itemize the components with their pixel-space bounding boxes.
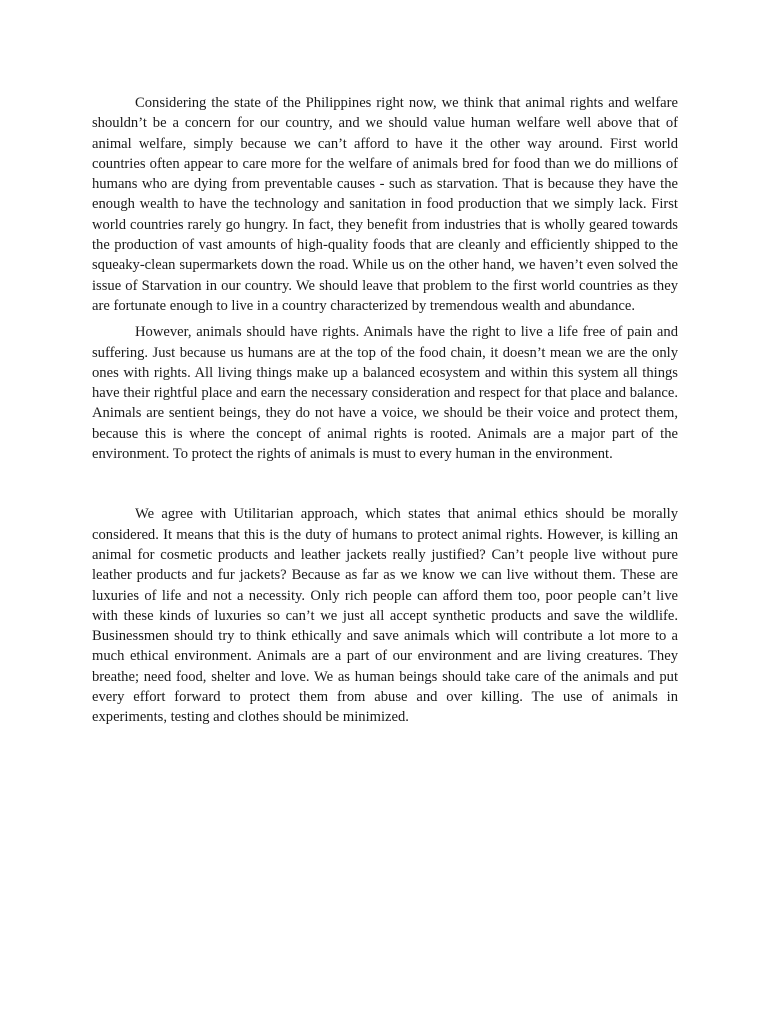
document-body xyxy=(92,93,678,728)
paragraph-animal-rights: However, animals should have rights. Animals have the right to live a life free of pain and suffering. Just because us humans are at the top of the food chain, it doesn’t mean we are the only ones with rights. All living things make up a balanced ecosystem and within this system all things have their rightful place and earn the necessary consideration and respect for that place and balance. Animals are sentient beings, they do not have a voice, we should be their voice and protect them, because this is where the concept of animal rights is rooted. Animals are a major part of the environment. To protect the rights of animals is must to every human in the environment. xyxy=(92,324,678,463)
paragraph-philippines-welfare: Considering the state of the Philippines right now, we think that animal rights and welfare shouldn’t be a concern for our country, and we should value human welfare well above that of animal welfare, simply because we can’t afford to have it the other way around. First world countries often appear to care more for the welfare of animals bred for food than we do millions of humans who are dying from preventable causes - such as starvation. That is because they have the enough wealth to have the technology and sanitation in food production that we simply lack. First world countries rarely go hungry. In fact, they benefit from industries that is wholly geared towards the production of vast amounts of high-quality foods that are cleanly and efficiently shipped to the squeaky-clean supermarkets down the road. While us on the other hand, we haven’t even solved the issue of Starvation in our country. We should leave that problem to the first world countries as they are fortunate enough to live in a country characterized by tremendous wealth and abundance. xyxy=(92,95,678,314)
paragraph-utilitarian-approach: We agree with Utilitarian approach, which states that animal ethics should be morally considered. It means that this is the duty of humans to protect animal rights. However, is killing an animal for cosmetic products and leather jackets really justified? Can’t people live without pure leather products and fur jackets? Because as far as we know we can live without them. These are luxuries of life and not a necessity. Only rich people can afford them too, poor people can’t live with these kinds of luxuries so can’t we just all accept synthetic products and save the wildlife. Businessmen should try to think ethically and save animals which will contribute a lot more to a much ethical environment. Animals are a part of our environment and are living creatures. They breathe; need food, shelter and love. We as human beings should take care of the animals and put every effort forward to protect them from abuse and over killing. The use of animals in experiments, testing and clothes should be minimized. xyxy=(92,506,678,726)
